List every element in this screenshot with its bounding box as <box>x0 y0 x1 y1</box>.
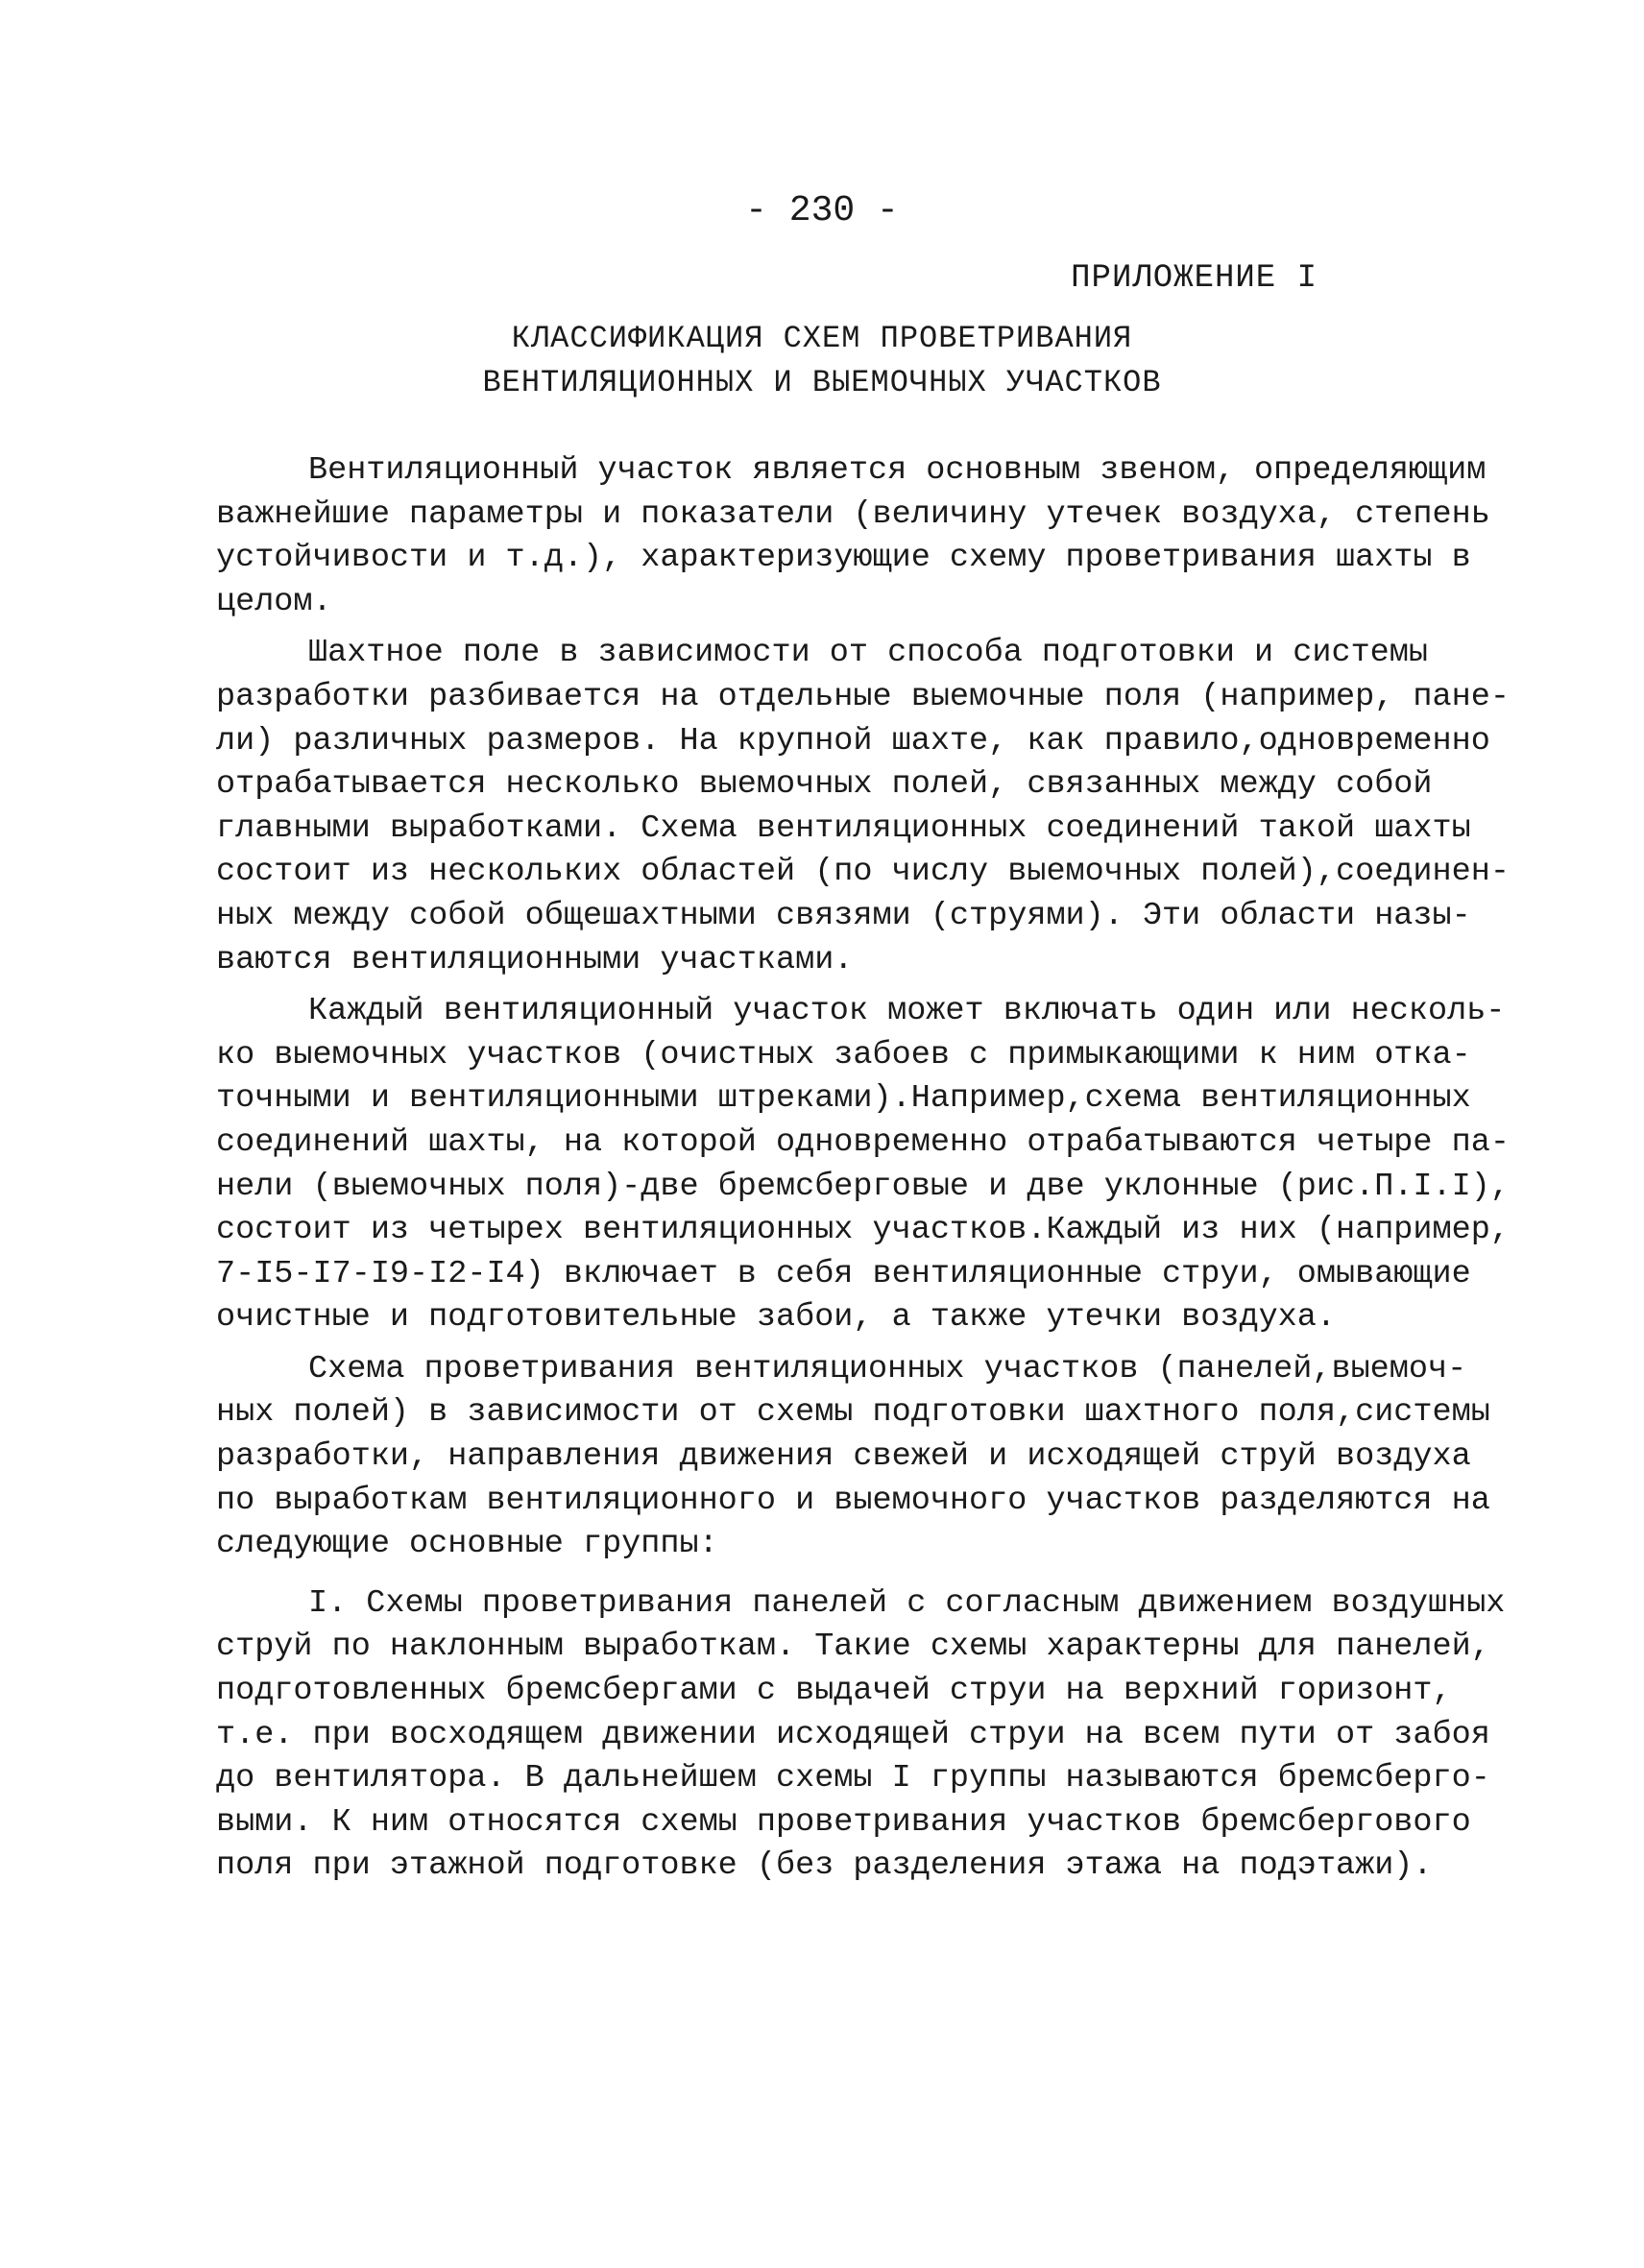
paragraph <box>216 990 1510 1340</box>
text-line: важнейшие параметры и показатели (величину утечек воздуха, степень <box>216 495 1490 533</box>
text-line: Вентиляционный участок является основным звеном, определяющим <box>308 452 1487 489</box>
text-line: Шахтное поле в зависимости от способа подготовки и системы <box>308 635 1428 672</box>
text-line: т.е. при восходящем движении исходящей струи на всем пути от забоя <box>216 1716 1490 1753</box>
text-line: устойчивости и т.д.), характеризующие схему проветривания шахты в <box>216 540 1471 577</box>
text-line: поля при этажной подготовке (без разделения этажа на подэтажи). <box>216 1847 1433 1885</box>
text-line: ко выемочных участков (очистных забоев с примыкающими к ним отка- <box>216 1036 1471 1074</box>
title-line: ВЕНТИЛЯЦИОННЫХ И ВЫЕМОЧНЫХ УЧАСТКОВ <box>482 365 1162 400</box>
document-title <box>0 317 1644 405</box>
text-line: Схема проветривания вентиляционных участков (панелей,выемоч- <box>308 1350 1467 1387</box>
text-line: струй по наклонным выработкам. Такие схемы характерны для панелей, <box>216 1629 1490 1666</box>
text-line: соединений шахты, на которой одновременно отрабатываются четыре па- <box>216 1123 1510 1161</box>
text-line: главными выработками. Схема вентиляционных соединений такой шахты <box>216 809 1471 847</box>
text-line: выми. К ним относятся схемы проветривания участков бремсбергового <box>216 1803 1471 1841</box>
text-line: по выработкам вентиляционного и выемочного участков разделяются на <box>216 1482 1490 1519</box>
paragraph <box>216 632 1510 982</box>
text-line: подготовленных бремсбергами с выдачей струи на верхний горизонт, <box>216 1673 1452 1710</box>
text-line: очистные и подготовительные забои, а также утечки воздуха. <box>216 1299 1336 1337</box>
text-line: нели (выемочных поля)-две бремсберговые и две уклонные (рис.П.I.I), <box>216 1168 1510 1205</box>
page-number: - 230 - <box>745 190 899 231</box>
text-line: разработки, направления движения свежей и исходящей струй воздуха <box>216 1438 1471 1476</box>
paragraph <box>216 449 1490 624</box>
text-line: Каждый вентиляционный участок может включать один или несколь- <box>308 993 1506 1030</box>
paragraph <box>216 1582 1506 1889</box>
text-line: ных полей) в зависимости от схемы подготовки шахтного поля,системы <box>216 1394 1490 1432</box>
text-line: до вентилятора. В дальнейшем схемы I группы называются бремсберго- <box>216 1760 1490 1798</box>
text-line: целом. <box>216 583 332 620</box>
body-text <box>216 449 1510 1889</box>
paragraph <box>216 1348 1490 1567</box>
text-line: ваются вентиляционными участками. <box>216 941 854 978</box>
text-line: I. Схемы проветривания панелей с согласным движением воздушных <box>308 1584 1506 1622</box>
appendix-label: ПРИЛОЖЕНИЕ I <box>1071 260 1318 297</box>
text-line: разработки разбивается на отдельные выемочные поля (например, пане- <box>216 678 1510 715</box>
text-line: отрабатывается несколько выемочных полей, связанных между собой <box>216 766 1433 804</box>
text-line: следующие основные группы: <box>216 1526 718 1563</box>
text-line: точными и вентиляционными штреками).Например,схема вентиляционных <box>216 1080 1471 1118</box>
text-line: 7-I5-I7-I9-I2-I4) включает в себя вентиляционные струи, омывающие <box>216 1255 1471 1292</box>
text-line: ных между собой общешахтными связями (струями). Эти области назы- <box>216 897 1471 934</box>
text-line: ли) различных размеров. На крупной шахте, как правило,одновременно <box>216 722 1490 760</box>
text-line: состоит из нескольких областей (по числу выемочных полей),соединен- <box>216 854 1510 891</box>
text-line: состоит из четырех вентиляционных участков.Каждый из них (например, <box>216 1212 1510 1249</box>
title-line: КЛАССИФИКАЦИЯ СХЕМ ПРОВЕТРИВАНИЯ <box>511 321 1133 356</box>
